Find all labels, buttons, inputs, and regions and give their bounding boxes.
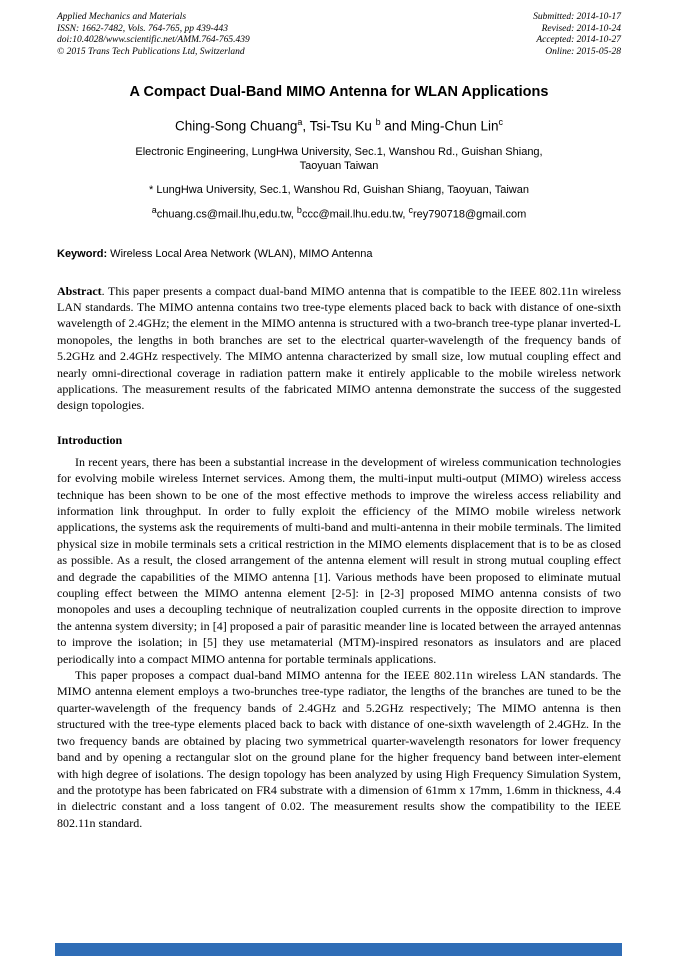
- email-address: chuang.cs@mail.lhu,edu.tw,: [156, 208, 297, 221]
- section-heading-introduction: Introduction: [57, 432, 123, 447]
- journal-name: Applied Mechanics and Materials: [57, 12, 187, 22]
- abstract-text: . This paper presents a compact dual-band MIMO antenna that is compatible to the IEEE 802.11n wireless LAN standards. The MIMO antenna contains two tree-type elements placed back to back with distance of one-sixth wavelength of 2.4GHz; the element in the MIMO antenna is structured with a two-branch tree-type planar inverted-L monopoles, the lengths in both branches are set to the electrical quarter-wavelength of the frequency bands of 5.2GHz and 2.4GHz respectively. The MIMO antenna characterized by small size, low mutual coupling effect and nearly omni-directional coverage in radiation pattern make it entirely applicable to the mobile wireless network applications. The measurement results of the fabricated MIMO antenna demonstrate the success of the suggested design topologies.: [57, 283, 621, 413]
- email-address: ccc@mail.lhu.edu.tw,: [301, 208, 409, 221]
- keyword-label: Keyword:: [57, 247, 108, 260]
- affiliation: [57, 145, 621, 174]
- submission-dates: [533, 12, 621, 58]
- abstract-label: Abstract: [57, 283, 102, 298]
- author-name: Ching-Song Chuang: [175, 118, 298, 134]
- affiliation-star-line: * LungHwa University, Sec.1, Wanshou Rd, Guishan Shiang, Taoyuan, Taiwan: [149, 183, 529, 196]
- keyword-line: [57, 248, 621, 260]
- affiliation-line-2: Taoyuan Taiwan: [299, 160, 379, 173]
- footer-bar: [55, 943, 622, 956]
- introduction-paragraph-1: In recent years, there has been a substantial increase in the development of wireless communication technologies for evolving mobile wireless Internet services. Among them, the multi-input multi-output (MIMO) wireless access technique has been shown to be one of the most effective methods to improve the wireless access reliability and information link throughput. In order to fully exploit the efficiency of the MIMO mobile wireless network applications, the systems ask the requirements of multi-band and multi-antenna in their mobile terminals. The limited physical size in mobile terminals sets a critical restriction in the MIMO elements displacement that is to be as closed as possible. As a result, the closed arrangement of the antenna element will result in strong mutual coupling effect and degrade the capabilities of the MIMO antenna [1]. Various methods have been proposed to eliminate mutual coupling effect between the MIMO antenna element [2-5]: in [2-3] proposed MIMO antenna consists of two monopoles and uses a decoupling technique of neutralization coupled currents in the opposite direction to improve the antenna system diversity; in [4] proposed a pair of parasitic meander line is located between the arrayed antennas to improve the isolation; in [5] they use metamaterial (MTM)-inspired resonators as insulators and are placed periodically into a compact MIMO antenna for portable terminals applications.: [57, 454, 621, 666]
- introduction-paragraph-2: This paper proposes a compact dual-band MIMO antenna for the IEEE 802.11n wireless LAN standards. The MIMO antenna element employs a two-brunches tree-type radiator, the lengths of the branches are tuned to be the quarter-wavelength of the frequency bands of 2.4GHz and 5.2GHz respectively; The MIMO antenna is then structured with the tree-type elements placed back to back with distance of one-sixth wavelength of 2.4GHz. In the two frequency bands are obtained by placing two symmetrical quarter-wavelength resonators for lower frequency band and by opening a rectangular slot on the ground plane for the higher frequency band between inter-element with high degree of isolations. The design topology has been analyzed by using High Frequency Simulation System, and the prototype has been fabricated on FR4 substrate with a dimension of 61mm x 17mm, 1.6mm in thickness, 4.4 in dielectric constant and a loss tangent of 0.02. The measurement results show the compatibility to the IEEE 802.11n standard.: [57, 668, 621, 830]
- journal-info: [57, 12, 250, 58]
- email-affil-mark: a: [151, 204, 157, 215]
- journal-issn: ISSN: 1662-7482, Vols. 764-765, pp 439-443: [57, 23, 228, 34]
- paper-title: A Compact Dual-Band MIMO Antenna for WLAN Applications: [129, 84, 549, 101]
- submitted-date: Submitted: 2014-10-17: [533, 12, 621, 22]
- accepted-date: Accepted: 2014-10-27: [536, 35, 621, 46]
- author-separator: , Tsi-Tsu Ku: [302, 118, 376, 134]
- abstract-paragraph: [57, 283, 621, 414]
- authors-line: [57, 117, 621, 134]
- author-affil-mark: c: [498, 117, 503, 128]
- affiliation-line-1: Electronic Engineering, LungHwa University, Sec.1, Wanshou Rd., Guishan Shiang,: [135, 145, 543, 158]
- journal-copyright: © 2015 Trans Tech Publications Ltd, Switzerland: [57, 46, 245, 57]
- journal-doi: doi:10.4028/www.scientific.net/AMM.764-765.439: [57, 35, 250, 46]
- author-emails: [57, 205, 621, 221]
- email-affil-mark: b: [296, 204, 302, 215]
- author-separator: and Ming-Chun Lin: [380, 118, 499, 134]
- keyword-value: Wireless Local Area Network (WLAN), MIMO Antenna: [107, 247, 373, 260]
- author-affil-mark: a: [297, 117, 303, 128]
- author-affil-mark: b: [375, 117, 381, 128]
- online-date: Online: 2015-05-28: [545, 46, 621, 57]
- email-affil-mark: c: [408, 204, 413, 215]
- journal-header: [57, 12, 621, 58]
- email-address: rey790718@gmail.com: [412, 208, 527, 221]
- revised-date: Revised: 2014-10-24: [541, 23, 621, 34]
